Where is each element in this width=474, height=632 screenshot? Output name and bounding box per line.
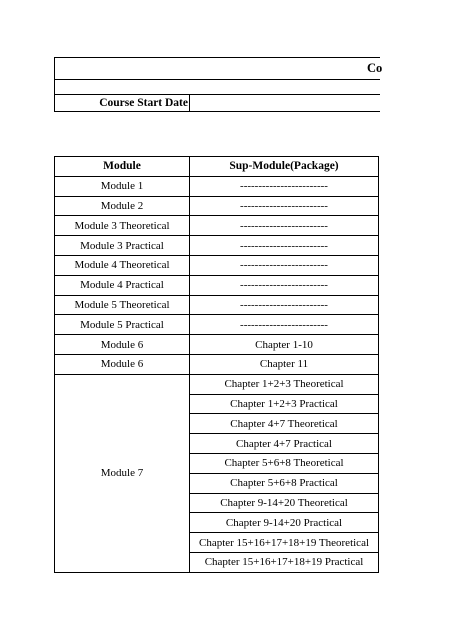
course-start-date-label: Course Start Date bbox=[55, 95, 190, 112]
course-header-box bbox=[54, 57, 383, 112]
sub-module-cell: ------------------------ bbox=[190, 275, 379, 295]
blank-row bbox=[55, 80, 380, 95]
sub-module-cell: Chapter 4+7 Theoretical bbox=[190, 414, 379, 434]
sub-module-cell: Chapter 5+6+8 Practical bbox=[190, 473, 379, 493]
module-cell: Module 5 Theoretical bbox=[55, 295, 190, 315]
module-table bbox=[54, 156, 379, 573]
sub-module-cell: ------------------------ bbox=[190, 196, 379, 216]
course-title-row bbox=[55, 58, 383, 80]
module-cell: Module 6 bbox=[55, 354, 190, 374]
table-row bbox=[55, 335, 379, 355]
sub-module-cell: Chapter 9-14+20 Practical bbox=[190, 513, 379, 533]
sub-module-cell: ------------------------ bbox=[190, 236, 379, 256]
table-row bbox=[55, 236, 379, 256]
start-date-row bbox=[55, 95, 380, 112]
table-row bbox=[55, 374, 379, 394]
sub-module-cell: Chapter 1-10 bbox=[190, 335, 379, 355]
sub-module-cell: ------------------------ bbox=[190, 315, 379, 335]
table-row bbox=[55, 354, 379, 374]
sub-module-column-header: Sup-Module(Package) bbox=[190, 157, 379, 177]
sub-module-cell: ------------------------ bbox=[190, 255, 379, 275]
table-row bbox=[55, 255, 379, 275]
sub-module-cell: Chapter 1+2+3 Practical bbox=[190, 394, 379, 414]
sub-module-cell: Chapter 15+16+17+18+19 Practical bbox=[190, 552, 379, 572]
module-cell: Module 5 Practical bbox=[55, 315, 190, 335]
course-title: Co bbox=[367, 61, 383, 75]
module-cell: Module 3 Theoretical bbox=[55, 216, 190, 236]
module-cell: Module 4 Theoretical bbox=[55, 255, 190, 275]
module-cell: Module 3 Practical bbox=[55, 236, 190, 256]
table-row bbox=[55, 196, 379, 216]
sub-module-cell: Chapter 5+6+8 Theoretical bbox=[190, 453, 379, 473]
table-header-row bbox=[55, 157, 379, 177]
module-cell: Module 4 Practical bbox=[55, 275, 190, 295]
sub-module-cell: ------------------------ bbox=[190, 216, 379, 236]
module-cell: Module 1 bbox=[55, 176, 190, 196]
sub-module-cell: ------------------------ bbox=[190, 295, 379, 315]
sub-module-cell: Chapter 15+16+17+18+19 Theoretical bbox=[190, 533, 379, 553]
sub-module-cell: Chapter 1+2+3 Theoretical bbox=[190, 374, 379, 394]
module-cell: Module 2 bbox=[55, 196, 190, 216]
module-cell: Module 6 bbox=[55, 335, 190, 355]
table-row bbox=[55, 216, 379, 236]
table-row bbox=[55, 315, 379, 335]
table-row bbox=[55, 176, 379, 196]
table-row bbox=[55, 295, 379, 315]
sub-module-cell: Chapter 4+7 Practical bbox=[190, 434, 379, 454]
sub-module-cell: Chapter 9-14+20 Theoretical bbox=[190, 493, 379, 513]
sub-module-cell: ------------------------ bbox=[190, 176, 379, 196]
module-group-cell: Module 7 bbox=[55, 374, 190, 572]
sub-module-cell: Chapter 11 bbox=[190, 354, 379, 374]
module-column-header: Module bbox=[55, 157, 190, 177]
table-row bbox=[55, 275, 379, 295]
